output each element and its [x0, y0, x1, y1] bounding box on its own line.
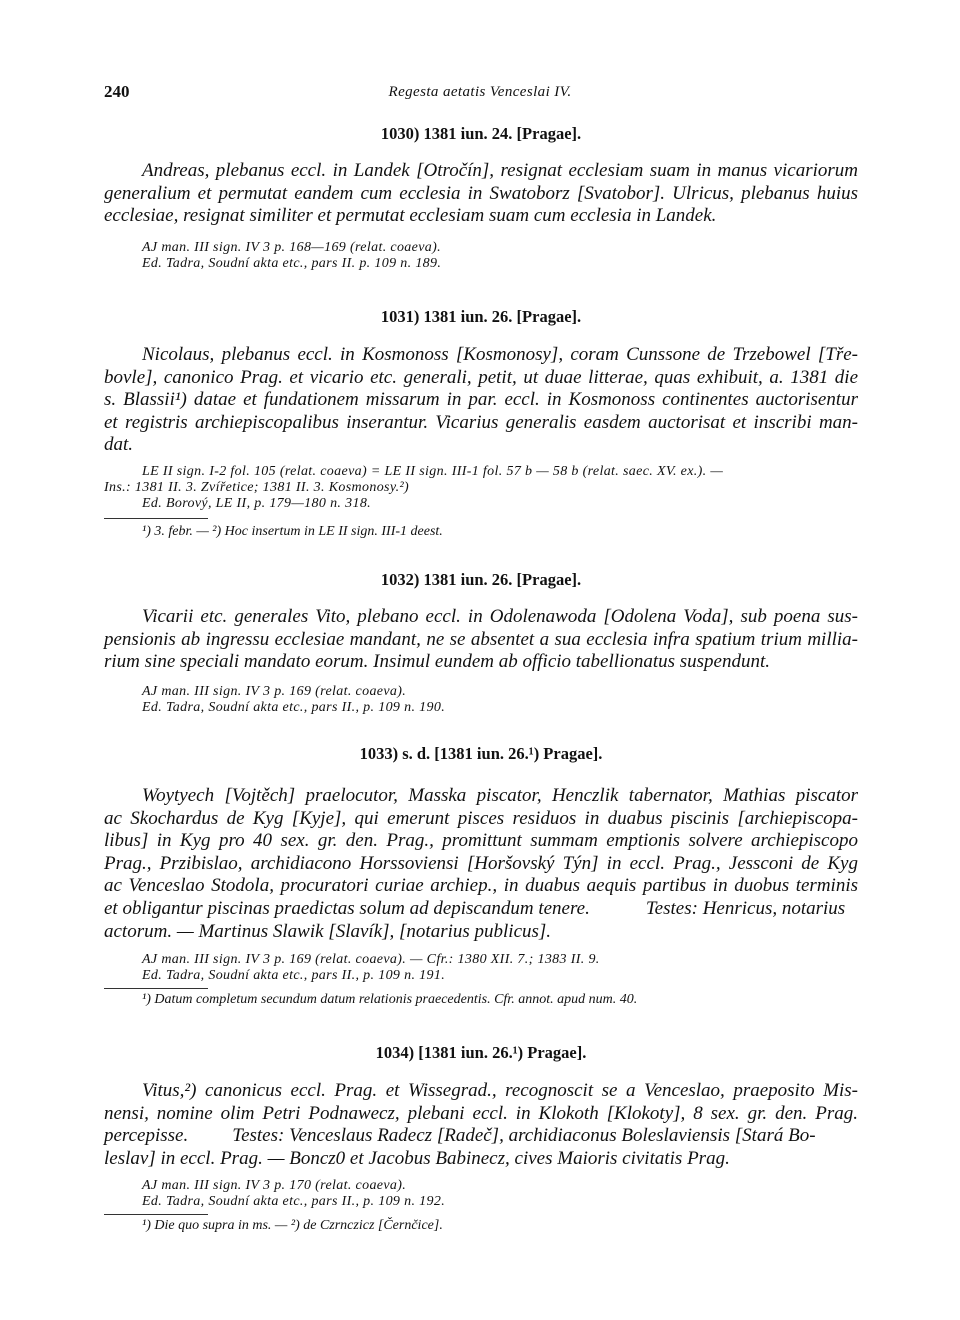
body-text: percepisse.: [104, 1125, 189, 1147]
body-line: Woytyech [Vojtěch] praelocutor, Masska piscator, Henczlik tabernator, Mathias piscator: [142, 785, 858, 806]
source-line: AJ man. III sign. IV 3 p. 170 (relat. coaeva).: [142, 1178, 407, 1193]
entry-body: [104, 160, 858, 228]
footnote-rule: [104, 1214, 208, 1215]
source-references: [142, 240, 858, 272]
body-text: et obligantur piscinas praedictas solum ad depiscandum tenere.: [104, 897, 590, 919]
footnote-rule: [104, 988, 208, 989]
body-line: libus] in Kyg pro 40 sex. gr. den. Prag., promittunt summam emptionis solvere archiepiscopo: [104, 830, 858, 852]
source-references: [104, 464, 858, 511]
body-line: actorum. — Martinus Slawik [Slavík], [notarius publicus].: [104, 920, 552, 942]
entry-heading: 1030) 1381 iun. 24. [Pragae].: [380, 124, 582, 143]
source-line: AJ man. III sign. IV 3 p. 168—169 (relat. coaeva).: [142, 240, 441, 255]
body-line: Prag., Przibislao, archidiacono Horssoviensi [Horšovský Týn] in eccl. Prag., Jessconi de Kyg: [104, 852, 858, 874]
source-line: Ed. Tadra, Soudní akta etc., pars II. p. 109 n. 189.: [142, 255, 442, 271]
body-line: dat.: [104, 434, 134, 456]
footnotes: ¹) 3. febr. — ²) Hoc insertum in LE II sign. III-1 deest.: [142, 524, 443, 539]
source-references: [142, 1178, 858, 1210]
source-line: Ins.: 1381 II. 3. Zvířetice; 1381 II. 3. Kosmonosy.²): [104, 479, 410, 495]
entry-heading: 1034) [1381 iun. 26.¹) Pragae].: [375, 1043, 587, 1062]
footnotes: ¹) Die quo supra in ms. — ²) de Czrnczicz [Černčice].: [142, 1218, 443, 1233]
source-references: [142, 684, 858, 716]
body-line: ac Venceslao Stodola, procuratori curiae archiep., in duabus aequis partibus in duobus terminis: [104, 875, 858, 897]
source-line: Ed. Borový, LE II, p. 179—180 n. 318.: [142, 495, 372, 511]
source-line: AJ man. III sign. IV 3 p. 169 (relat. coaeva). — Cfr.: 1380 XII. 7.; 1383 II. 9.: [142, 952, 600, 967]
body-line: generalium et permutat eandem cum ecclesia in Swatoborz [Svatobor]. Ulricus, plebanus huius: [104, 182, 858, 204]
entry-heading: 1032) 1381 iun. 26. [Pragae].: [380, 570, 582, 589]
source-line: AJ man. III sign. IV 3 p. 169 (relat. coaeva).: [142, 684, 407, 699]
footnote-rule: [104, 518, 208, 519]
testes-text: Testes: Venceslaus Radecz [Radeč], archidiaconus Boleslaviensis [Stará Bo-: [232, 1125, 816, 1147]
body-line: ac Skochardus de Kyg [Kyje], qui emerunt pisces residuos in duabus piscinis [archiepiscopa-: [104, 807, 858, 829]
body-line: [104, 1125, 858, 1148]
testes-text: Testes: Henricus, notarius: [645, 897, 846, 919]
source-line: Ed. Tadra, Soudní akta etc., pars II., p. 109 n. 192.: [142, 1193, 446, 1209]
entry-heading: 1031) 1381 iun. 26. [Pragae].: [380, 307, 582, 326]
body-line: s. Blassii¹) datae et fundationem missarum in par. eccl. in Kosmonoss continentes auctorisentur: [104, 389, 858, 411]
body-line: bovle], canonico Prag. et vicario etc. generali, petit, ut duae litterae, quas exhibuit, a. 1381 die: [104, 366, 858, 388]
body-line: nensi, nomine olim Petri Podnawecz, plebani eccl. in Klokoth [Klokoty], 8 sex. gr. den. Prag.: [104, 1102, 858, 1124]
body-line: et registris archiepiscopalibus inserantur. Vicarius generalis easdem auctorisat et inscribi man-: [104, 411, 858, 433]
entry-body: [104, 785, 858, 943]
body-line: Vicarii etc. generales Vito, plebano eccl. in Odolenawoda [Odolena Voda], sub poena sus-: [142, 606, 858, 627]
body-line: Nicolaus, plebanus eccl. in Kosmonoss [Kosmonosy], coram Cunssone de Trzebowel [Tře-: [142, 344, 858, 365]
body-line: Vitus,²) canonicus eccl. Prag. et Wissegrad., recognoscit se a Venceslao, praeposito Mis-: [142, 1080, 858, 1101]
source-line: Ed. Tadra, Soudní akta etc., pars II., p. 109 n. 191.: [142, 967, 446, 983]
entry-body: [104, 1080, 858, 1170]
source-references: [142, 952, 858, 984]
body-line: Andreas, plebanus eccl. in Landek [Otročín], resignat ecclesiam suam in manus vicariorum: [142, 160, 858, 181]
footnotes: ¹) Datum completum secundum datum relationis praecedentis. Cfr. annot. apud num. 40.: [142, 992, 638, 1007]
entry-body: [104, 344, 858, 457]
source-line: Ed. Tadra, Soudní akta etc., pars II., p. 109 n. 190.: [142, 699, 446, 715]
entry-body: [104, 606, 858, 674]
body-line: leslav] in eccl. Prag. — Boncz0 et Jacobus Babinecz, cives Maioris civitatis Prag.: [104, 1147, 730, 1169]
body-line: pensionis ab ingressu ecclesiae mandant, ne se absentet a sua ecclesia infra spatium trium millia-: [104, 628, 858, 650]
entry-heading: 1033) s. d. [1381 iun. 26.¹) Pragae].: [359, 744, 603, 763]
body-line: ecclesiae, resignat similiter et permutat ecclesiam suam cum ecclesia in Landek.: [104, 205, 717, 227]
running-head: Regesta aetatis Venceslai IV.: [388, 84, 572, 100]
body-line: rium sine speciali mandato eorum. Insimul eundem ab officio tabellionatus suspendunt.: [104, 651, 771, 673]
page-number: 240: [104, 82, 130, 101]
body-line: [104, 898, 858, 921]
source-line: LE II sign. I-2 fol. 105 (relat. coaeva) = LE II sign. III-1 fol. 57 b — 58 b (relat. saec. XV. ex.). —: [142, 464, 724, 479]
